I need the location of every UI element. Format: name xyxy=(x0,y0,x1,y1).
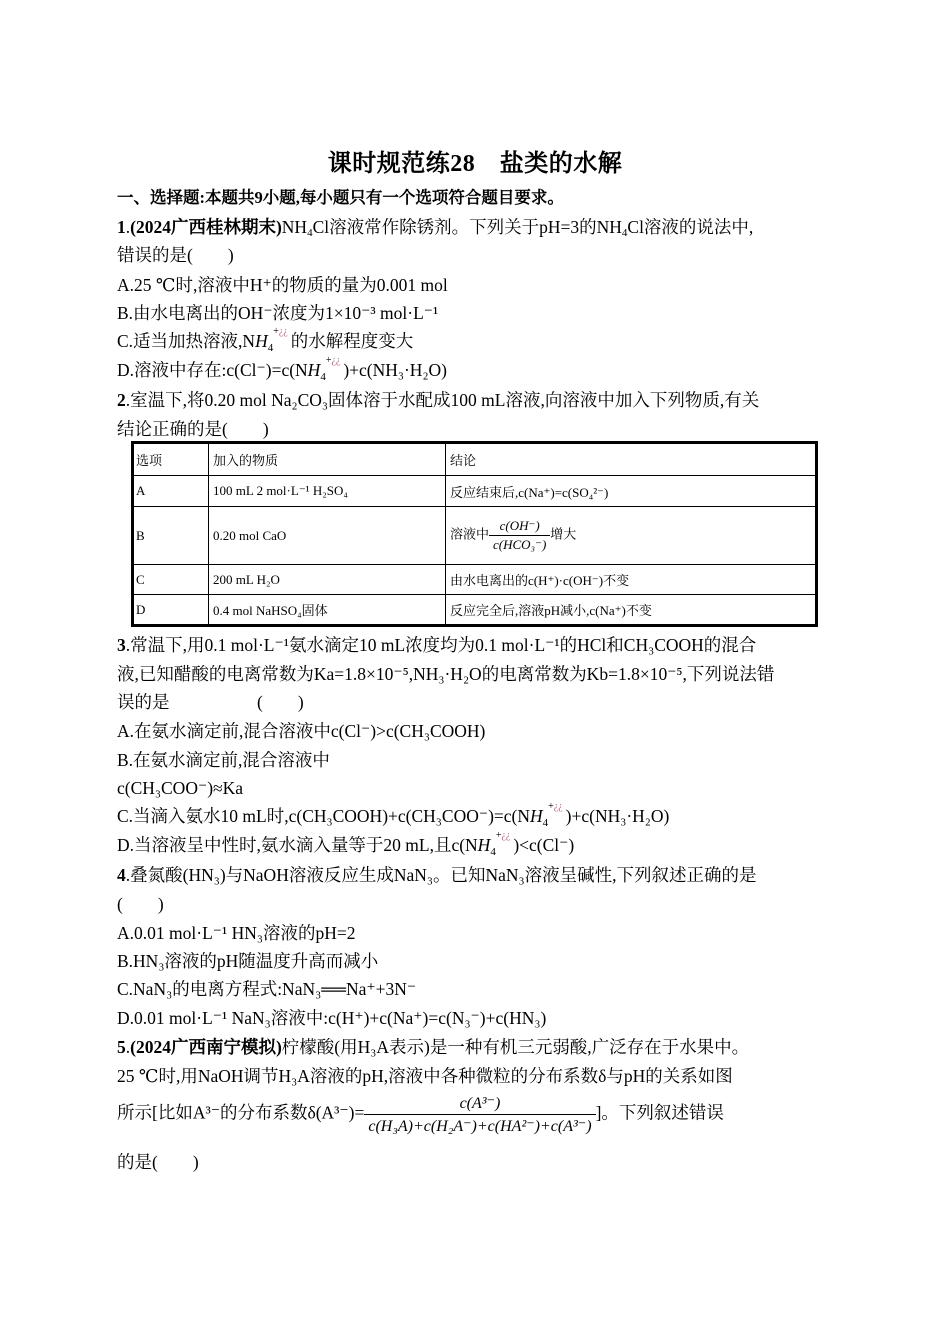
table-cell-conclusion: 由水电离出的c(H⁺)·c(OH⁻)不变 xyxy=(446,565,817,595)
question-1-option-b: B.由水电离出的OH⁻浓度为1×10⁻³ mol·L⁻¹ xyxy=(117,303,439,323)
table-cell-substance: 100 mL 2 mol·L⁻¹ H₂SO₄ xyxy=(209,476,446,507)
table-cell-substance: 0.4 mol NaHSO₄固体 xyxy=(209,595,446,626)
concentration-ratio: $\frac{c(OH^-)}{\text{c(HCO₃⁻)}}$ xyxy=(489,518,550,553)
table-header-row xyxy=(133,443,817,476)
question-4-option-d: D.0.01 mol·L⁻¹ NaN₃溶液中:c(H⁺)+c(Na⁺)=c(N₃⁻)+c(HN₃) xyxy=(117,1008,547,1028)
table-cell-substance: 0.20 mol CaO xyxy=(209,507,446,565)
table-header-cell: 选项 xyxy=(133,443,209,476)
question-1-option-c: C.适当加热溶液$,NH_4$ +¿¿ 的水解程度变大 xyxy=(117,326,414,354)
table-cell-option: D xyxy=(133,595,209,626)
table-row xyxy=(133,476,817,507)
question-4-option-a: A.0.01 mol·L⁻¹ HN₃溶液的pH=2 xyxy=(117,923,356,943)
question-1-stem: 1.(2024广西桂林期末)$NH_4Cl$溶液常作除锈剂。下列关于pH=3的$NH_4Cl$溶液的说法中, xyxy=(117,217,754,239)
question-2-table xyxy=(131,441,818,627)
table-row xyxy=(133,595,817,626)
table-header-cell: 加入的物质 xyxy=(209,443,446,476)
question-3-option-c: C.当滴入氨水10 mL时$,c(CH_3COOH)+c(CH_3COO^-)=c(NH_4$ +¿¿ )+c(NH₃·H₂O) xyxy=(117,801,670,829)
question-3-option-b: B.在氨水滴定前,混合溶液中 xyxy=(117,750,330,770)
question-3-stem-cont: 液,已知醋酸的电离常数为Ka=1.8×10⁻⁵,NH₃·H₂O的电离常数为Kb=1.8×10⁻⁵,下列说法错 xyxy=(117,664,775,684)
table-cell-option: A xyxy=(133,476,209,507)
question-3-stem-end: 误的是 ( ) xyxy=(117,692,304,712)
section-heading: 一、选择题:本题共9小题,每小题只有一个选项符合题目要求。 xyxy=(117,188,564,207)
question-4-option-b: B.HN₃溶液的pH随温度升高而减小 xyxy=(117,951,379,971)
table-cell-conclusion: 反应结束后,c(Na⁺)=c(SO₄²⁻) xyxy=(446,476,817,507)
table-cell-conclusion: 反应完全后,溶液pH减小,c(Na⁺)不变 xyxy=(446,595,817,626)
question-2-stem: 2.室温下,将0.20 mol Na₂CO₃固体溶于水配成100 mL溶液,向溶液中加入下列物质,有关 xyxy=(117,390,760,410)
question-5-stem: 5.(2024广西南宁模拟)柠檬酸(用H₃A表示)是一种有机三元弱酸,广泛存在于水果中。 xyxy=(117,1037,750,1057)
question-5-formula-line: 所示[比如A³⁻的分布系数δ(A³⁻)= $\frac{\text{c(A³⁻)}}{\text{c(H₃A)+c(H₂A⁻)+c(HA²⁻)+c(A³⁻)}}$ ]。下列叙述错误 xyxy=(117,1095,724,1135)
question-4-stem: 4.叠氮酸(HN₃)与NaOH溶液反应生成NaN₃。已知NaN₃溶液呈碱性,下列叙述正确的是 xyxy=(117,865,757,885)
page-title: 课时规范练28 盐类的水解 xyxy=(327,151,623,177)
table-row xyxy=(133,565,817,595)
question-3-option-d: D.当溶液呈中性时,氨水滴入量等于20 mL,且$c(NH_4$ +¿¿ )<c(Cl⁻) xyxy=(117,830,575,858)
table-cell-substance: 200 mL H₂O xyxy=(209,565,446,595)
table-row xyxy=(133,507,817,565)
question-3-stem: 3.常温下,用0.1 mol·L⁻¹氨水滴定10 mL浓度均为0.1 mol·L⁻¹的HCl和CH₃COOH的混合 xyxy=(117,635,757,655)
question-3-option-a: A.在氨水滴定前,混合溶液中c(Cl⁻)>c(CH₃COOH) xyxy=(117,721,486,741)
question-3-option-b-cont: c(CH₃COO⁻)≈Ka xyxy=(117,778,244,798)
table-header-cell: 结论 xyxy=(446,443,817,476)
table-cell-option: B xyxy=(133,507,209,565)
question-5-stem-end: 的是( ) xyxy=(117,1152,199,1172)
question-4-stem-cont: ( ) xyxy=(117,894,164,914)
question-1-option-a: A.25 ℃时,溶液中H⁺的物质的量为0.001 mol xyxy=(117,275,448,295)
question-5-stem-cont: 25 ℃时,用NaOH调节H₃A溶液的pH,溶液中各种微粒的分布系数δ与pH的关系如图 xyxy=(117,1066,733,1086)
question-2-stem-cont: 结论正确的是( ) xyxy=(117,419,269,439)
table-cell-option: C xyxy=(133,565,209,595)
distribution-coefficient-fraction: $\frac{\text{c(A³⁻)}}{\text{c(H₃A)+c(H₂A⁻)+c(HA²⁻)+c(A³⁻)}}$ xyxy=(364,1093,595,1136)
question-1-stem-cont: 错误的是( ) xyxy=(117,245,234,265)
table-cell-conclusion: 溶液中 $\frac{c(OH^-)}{\text{c(HCO₃⁻)}}$ 增大 xyxy=(446,507,817,565)
question-1-option-d: D.溶液中存在$:c(Cl^-)=c(NH_4$ +¿¿ )+c(NH₃·H₂O) xyxy=(117,355,448,383)
question-4-option-c: C.NaN₃的电离方程式:NaN₃══Na⁺+3N⁻ xyxy=(117,979,417,999)
